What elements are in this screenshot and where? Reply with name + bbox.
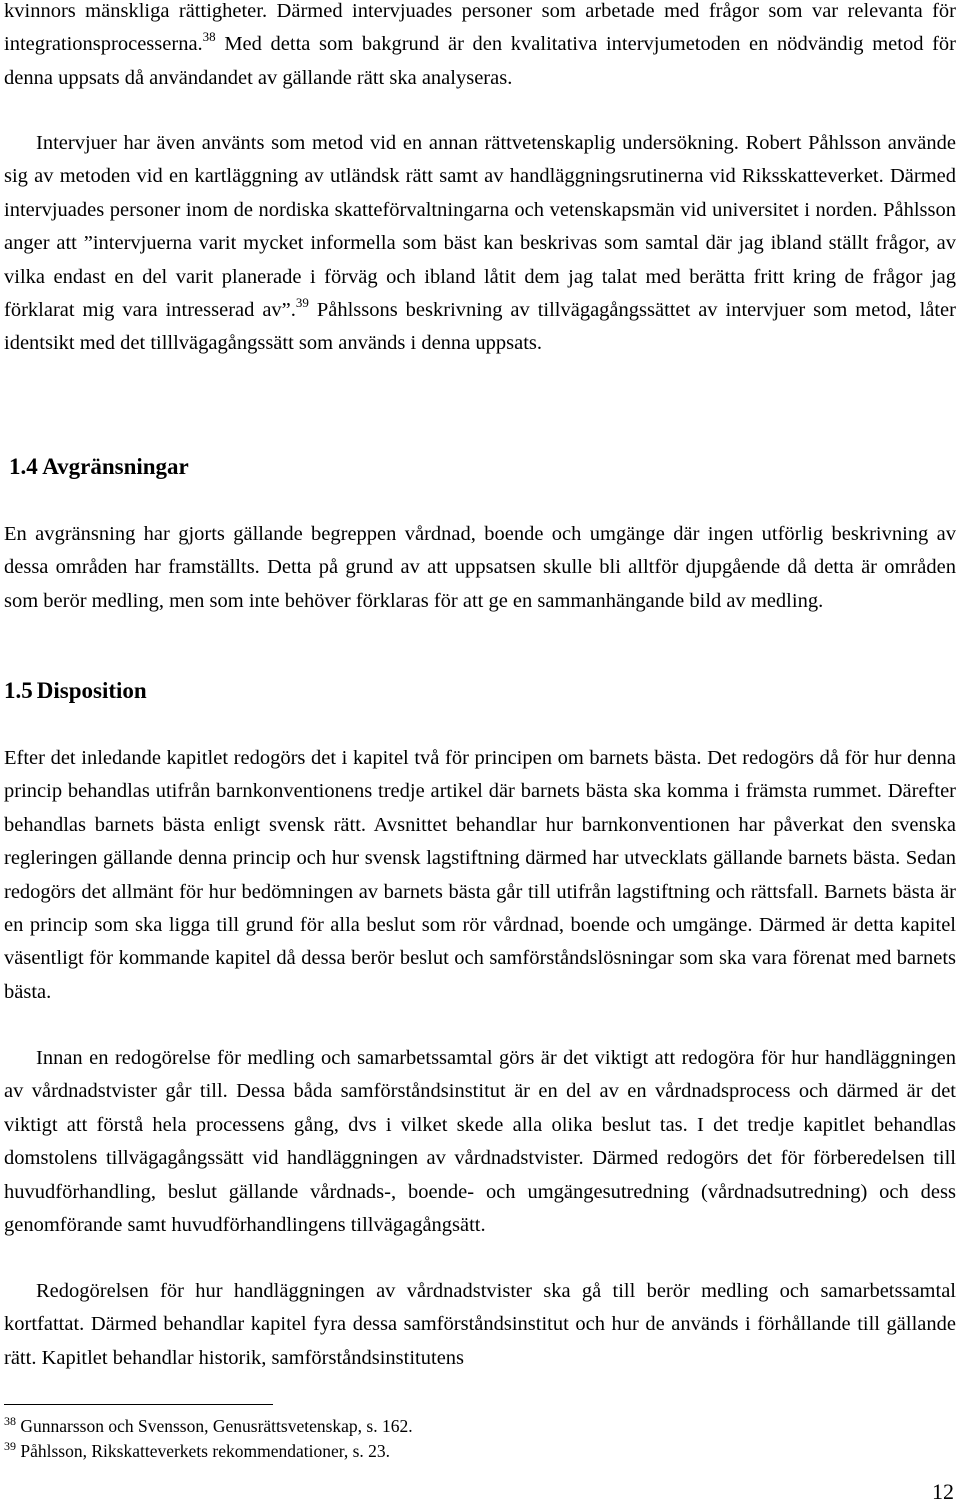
section-number: 1.4: [9, 454, 38, 479]
section-title: Avgränsningar: [42, 454, 189, 479]
paragraph-1-text-cont: Med detta som bakgrund är den kvalitativa intervjumetoden en nödvändig metod för denna uppsats då användandet av gällande rätt ska analyseras.: [4, 33, 956, 89]
footnotes: [4, 1414, 413, 1464]
paragraph-2-text: Intervjuer har även använts som metod vid en annan rättvetenskaplig undersökning. Robert Påhlsson använde sig av metoden vid en kartläggning av utländsk rätt samt av handläggningsrutinerna vid Riksskatteverket. Därmed intervjuades personer inom de nordiska skatteförvaltningarna och vetenskapsmän vid universitet i norden. Påhlsson anger att ”intervjuerna varit mycket informella som bäst kan beskrivas som samtal där jag ibland ställt frågor, av vilka endast en del varit planerade i förväg och ibland låtit dem jag talat med berätta fritt kring de frågor jag förklarat mig vara intresserad av”.: [4, 132, 956, 322]
footnote-text: Gunnarsson och Svensson, Genusrättsvetenskap, s. 162.: [16, 1416, 413, 1436]
section-title: Disposition: [36, 678, 147, 703]
section-heading-avgransningar: [9, 452, 189, 482]
paragraph-disposition-3: Redogörelsen för hur handläggningen av vårdnadstvister ska gå till berör medling och samarbetssamtal kortfattat. Därmed behandlar kapitel fyra dessa samförståndsinstitut och hur de används i förhållande till gällande rätt. Kapitlet behandlar historik, samförståndsinstitutens: [4, 1280, 956, 1369]
paragraph-disposition-1: Efter det inledande kapitlet redogörs det i kapitel två för principen om barnets bästa. Det redogörs då för hur denna princip behandlas utifrån barnkonventionens tredje artikel där barnets bästa ska komma i främsta rummet. Därefter behandlas barnets bästa enligt svensk rätt. Avsnittet behandlar hur barnkonventionen har påverkat den svenska regleringen gällande denna princip och hur svensk lagstiftning därmed har utvecklats gällande barnets bästa. Sedan redogörs det allmänt för hur bedömningen av barnets bästa går till utifrån lagstiftning och rättsfall. Barnets bästa är en princip som ska ligga till grund för alla beslut som rör vårdnad, boende och umgänge. Därmed är detta kapitel väsentligt för kommande kapitel då dessa berör beslut och samförståndslösningar som ska vara förenat med barnets bästa.: [4, 747, 956, 1003]
footnote-ref-39: 39: [295, 295, 309, 311]
footnote-ref-38: 38: [202, 29, 216, 45]
section-number: 1.5: [4, 678, 33, 703]
section-heading-disposition: [4, 676, 147, 706]
paragraph-1-text: kvinnors mänskliga rättigheter. Därmed intervjuades personer som arbetade med frågor som var relevanta för integrationsprocesserna.: [4, 0, 956, 56]
footnote-number: 39: [4, 1439, 16, 1453]
footnote-number: 38: [4, 1414, 16, 1428]
paragraph-avgransningar: En avgränsning har gjorts gällande begreppen vårdnad, boende och umgänge där ingen utförlig beskrivning av dessa områden har framställts. Detta på grund av att uppsatsen skulle bli alltför djupgående då detta är områden som berör medling, men som inte behöver förklaras för att ge en sammanhängande bild av medling.: [4, 523, 956, 612]
footnote-38: [4, 1414, 413, 1439]
footnote-text: Påhlsson, Rikskatteverkets rekommendationer, s. 23.: [16, 1441, 391, 1461]
paragraph-disposition-2: Innan en redogörelse för medling och samarbetssamtal görs är det viktigt att redogöra för hur handläggningen av vårdnadstvister går till. Dessa båda samförståndsinstitut är en del av en vårdnadsprocess och därmed är det viktigt att förstå hela processens gång, dvs i vilket skede alla olika beslut tas. I det tredje kapitlet behandlas domstolens tillvägagångssätt vid handläggningen av vårdnadstvister. Därmed redogörs det för förberedelsen till huvudförhandling, beslut gällande vårdnads-, boende- och umgängesutredning (vårdnadsutredning) och dess genomförande samt huvudförhandlingens tillvägagångsätt.: [4, 1047, 956, 1237]
paragraph-2: [4, 127, 956, 361]
footnote-divider: [4, 1404, 273, 1405]
footnote-39: [4, 1439, 413, 1464]
page-number: 12: [932, 1479, 954, 1504]
paragraph-1: [4, 0, 956, 95]
paragraph-2-text-cont: Påhlssons beskrivning av tillvägagångssättet av intervjuer som metod, låter identsikt med det tilllvägagångssätt som används i denna uppsats.: [4, 299, 956, 355]
